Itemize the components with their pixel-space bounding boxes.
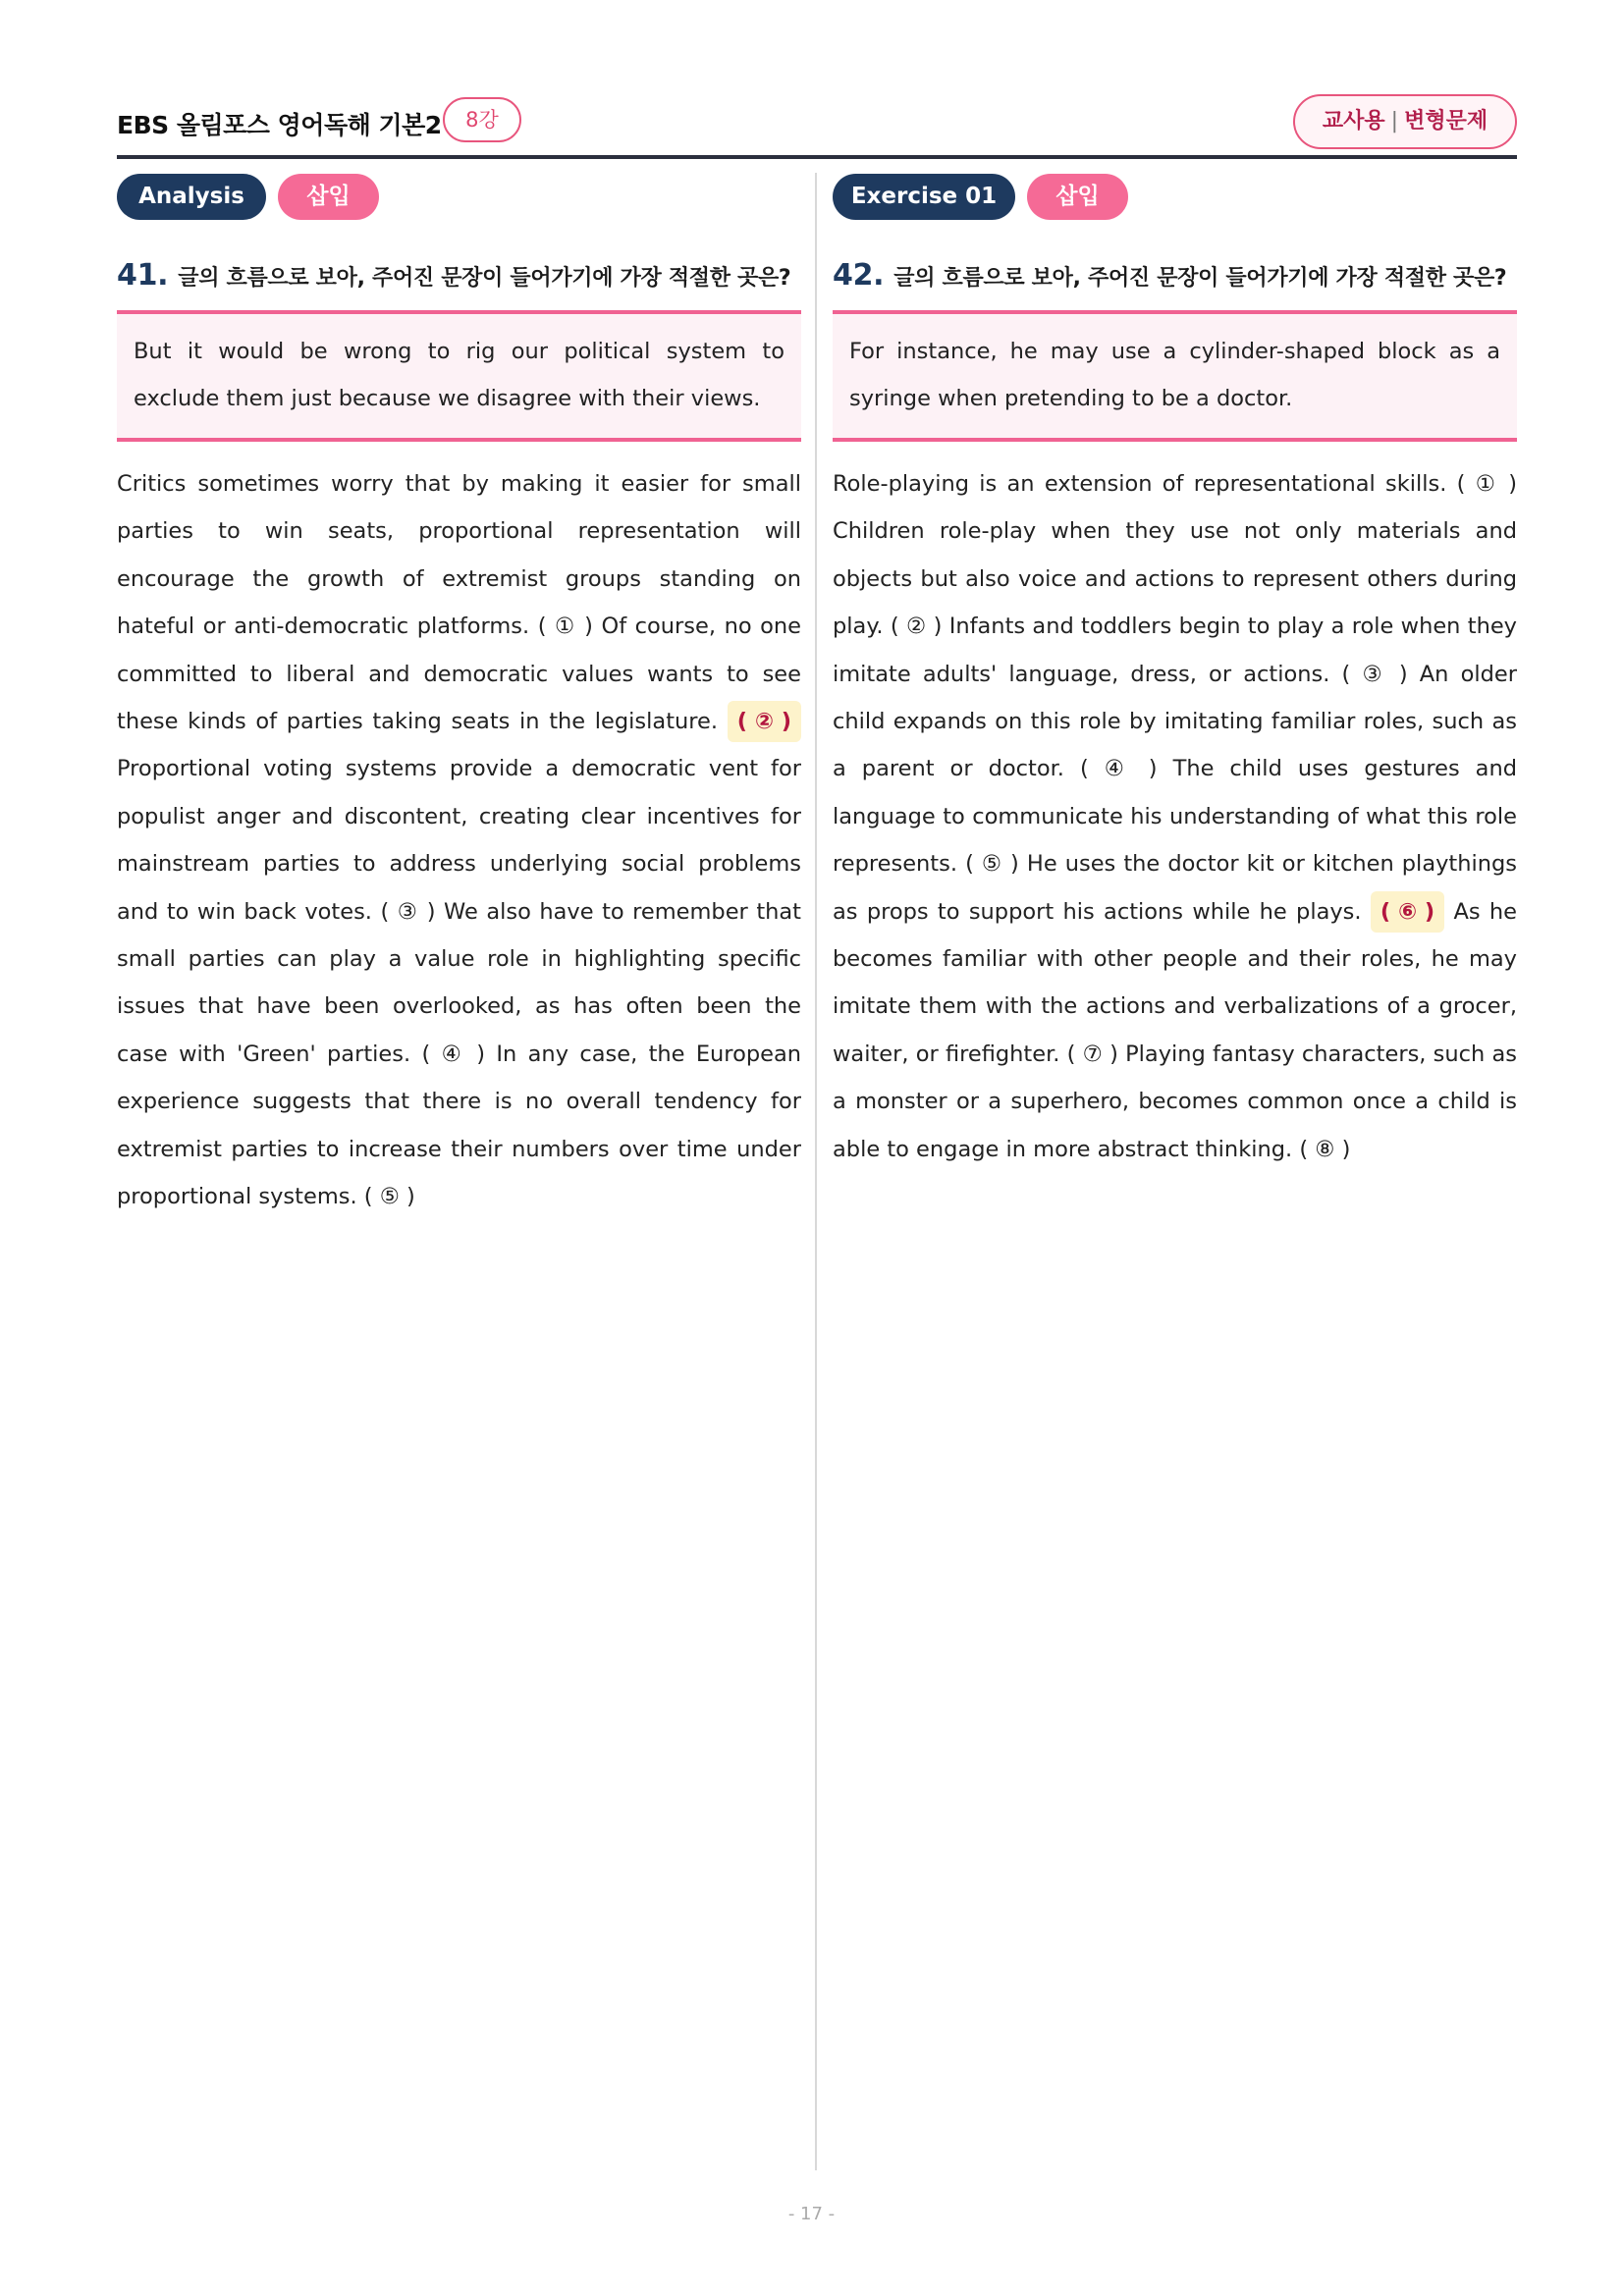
- question-title: [833, 254, 1517, 300]
- passage-text: We also have to remember that small parties can play a value role in highlighting specific issues that have been overlooked, as has often been the case with 'Green' parties.: [117, 898, 802, 1067]
- passage-text: An older child expands on this role by imitating familiar roles, such as a parent or doctor.: [833, 661, 1518, 782]
- section-tag: Exercise 01: [833, 174, 1015, 220]
- question-text: 글의 흐름으로 보아, 주어진 문장이 들어가기에 가장 적절한 곳은?: [893, 266, 1507, 291]
- insertion-mark: ( ⑤ ): [363, 1184, 415, 1210]
- answer-mark: ( ⑥ ): [1371, 891, 1444, 933]
- problem-type-label: 변형문제: [1404, 109, 1488, 133]
- insertion-mark: ( ① ): [1456, 471, 1517, 497]
- passage-text: Of course, no one committed to liberal and democratic values wants to see these kinds of parties taking seats in the legislature.: [117, 614, 802, 735]
- passage-text: Proportional voting systems provide a democratic vent for populist anger and discontent, creating clear incentives for mainstream parties to address underlying social problems and to win back votes.: [117, 756, 801, 925]
- insertion-mark: ( ① ): [537, 614, 593, 640]
- insertion-mark: ( ⑧ ): [1299, 1136, 1351, 1162]
- left-column: [117, 173, 801, 1221]
- passage: [117, 460, 801, 1221]
- passage-text: Children role-play when they use not only materials and objects but also voice and actions to represent others during play.: [833, 518, 1517, 640]
- insertion-mark: ( ③ ): [380, 898, 436, 925]
- insertion-mark: ( ④ ): [421, 1041, 486, 1067]
- question-number: 42.: [833, 258, 885, 293]
- passage-text: The child uses gestures and language to communicate his understanding of what this role represents.: [833, 756, 1518, 878]
- page-number: - 17 -: [787, 2204, 836, 2224]
- insertion-mark: ( ⑦ ): [1066, 1041, 1118, 1067]
- given-sentence: But it would be wrong to rig our political system to exclude them just because we disagree with their views.: [134, 339, 784, 411]
- passage-text: As he becomes familiar with other people and their roles, he may imitate them with the actions and verbalizations of a grocer, waiter, or firefighter.: [833, 898, 1517, 1067]
- badge-separator: |: [1390, 109, 1399, 133]
- header-rule: [117, 155, 1517, 159]
- book-title: EBS 올림포스 영어독해 기본2: [117, 111, 442, 139]
- audience-label: 교사용: [1322, 109, 1385, 133]
- passage: [833, 460, 1517, 1173]
- question-text: 글의 흐름으로 보아, 주어진 문장이 들어가기에 가장 적절한 곳은?: [178, 266, 791, 291]
- tag-row: [833, 173, 1517, 222]
- lesson-badge: 8강: [443, 97, 521, 142]
- edition-badge: [1293, 94, 1517, 149]
- question-title: [117, 254, 801, 300]
- passage-text: Critics sometimes worry that by making it easier for small parties to win seats, proportional representation will encourage the growth of extremist groups standing on hateful or anti-democratic platforms.: [117, 471, 801, 640]
- category-tag: 삽입: [1027, 174, 1128, 220]
- tag-row: [117, 173, 801, 222]
- page-header: [117, 94, 1517, 159]
- right-column: [833, 173, 1517, 1173]
- passage-text: Infants and toddlers begin to play a role when they imitate adults' language, dress, or actions.: [833, 614, 1517, 687]
- question-number: 41.: [117, 258, 169, 293]
- insertion-mark: ( ⑤ ): [965, 851, 1019, 878]
- answer-mark: ( ② ): [728, 701, 801, 742]
- passage-text: In any case, the European experience suggests that there is no overall tendency for extremist parties to increase their numbers over time under proportional systems.: [117, 1041, 802, 1210]
- insertion-mark: ( ③ ): [1341, 661, 1408, 687]
- category-tag: 삽입: [278, 174, 379, 220]
- insertion-mark: ( ② ): [890, 614, 943, 640]
- passage-text: He uses the doctor kit or kitchen playthings as props to support his actions while he plays.: [833, 851, 1518, 925]
- section-tag: Analysis: [117, 174, 266, 220]
- given-sentence: For instance, he may use a cylinder-shaped block as a syringe when pretending to be a doctor.: [849, 339, 1500, 411]
- passage-text: Role-playing is an extension of representational skills.: [833, 471, 1457, 497]
- given-sentence-box: [833, 310, 1517, 442]
- insertion-mark: ( ④ ): [1079, 756, 1158, 782]
- passage-text: Playing fantasy characters, such as a monster or a superhero, becomes common once a child is able to engage in more abstract thinking.: [833, 1041, 1518, 1162]
- given-sentence-box: [117, 310, 801, 442]
- column-divider: [815, 173, 817, 2170]
